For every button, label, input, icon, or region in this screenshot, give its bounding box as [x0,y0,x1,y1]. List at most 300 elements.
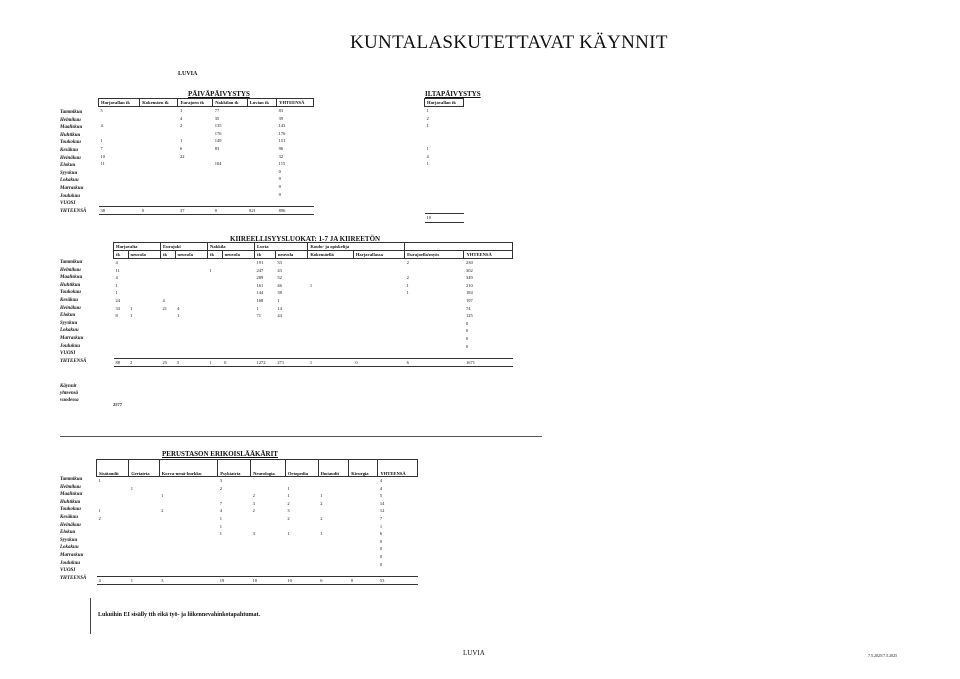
table-cell [285,477,318,485]
column-header: Harjavallan tk [99,99,140,107]
month-label: Elokuu [60,163,76,169]
table-cell [247,107,277,115]
table-cell: 77 [214,108,220,113]
table-cell [128,267,160,275]
table-cell [285,568,318,576]
table-cell [378,568,418,576]
table-cell [213,168,247,176]
table-cell [99,175,140,183]
table-cell: 3 [252,500,255,506]
table-row [97,553,418,561]
table-cell [129,477,160,485]
table-cell [247,160,277,168]
table-cell [353,289,404,297]
table-cell: 125 [465,313,473,319]
table-cell [247,115,277,123]
table-cell [251,515,286,523]
table-row [99,175,314,183]
table-cell [208,297,223,305]
table-cell [129,568,160,576]
table-cell: 43 [277,267,282,273]
table-row [99,137,314,145]
table-cell [208,350,223,358]
table-cell: 247 [256,267,264,273]
table-cell: 6 [179,145,183,151]
table-cell [318,568,349,576]
table-cell [353,327,404,335]
table-row [99,122,314,130]
total-cell: 10 [425,214,464,223]
table-cell [140,160,178,168]
table-cell: 1 [287,531,290,537]
table-cell: 7 [379,515,383,521]
column-header: Nakkilan tk [213,99,247,107]
table-cell [353,259,404,267]
table-cell: 1 [179,138,183,144]
table-cell [161,274,176,282]
month-label: Helmikuu [60,267,81,273]
table-cell [175,289,207,297]
table-cell: 7 [100,145,103,151]
table-cell: 230 [465,260,473,265]
table-cell [318,545,349,553]
erikois-heading: PERUSTASON ERIKOISLÄÄKÄRIT [162,450,278,458]
table-cell [318,538,349,546]
municipality-label: LUVIA [178,71,198,77]
table-cell: 0 [278,183,281,189]
table-row [114,259,513,267]
table-cell [318,561,349,569]
table-cell [129,507,160,515]
table-cell: 74 [465,305,471,311]
table-row [99,130,314,138]
table-cell: 83 [214,145,220,151]
table-row [114,335,513,343]
paiva-table [98,98,314,215]
month-label: YHTEENSÄ [60,208,87,214]
total-cell: 1272 [255,358,276,367]
table-row [425,107,464,115]
table-cell [405,305,464,313]
table-cell [159,523,218,531]
table-cell [251,523,286,531]
footnote: Lukuihin EI sisälly tth eikä työ- ja liikennevahinkotapahtumat. [98,612,261,618]
month-label: Maaliskuu [60,125,83,131]
total-cell: 1 [308,358,354,367]
table-cell [159,500,218,508]
month-label: Heinäkuu [60,522,81,528]
table-cell [178,175,213,183]
table-cell [218,545,251,553]
table-row [97,485,418,493]
table-cell: 0 [379,561,383,567]
table-cell: 349 [465,275,473,281]
table-row [114,312,513,320]
group-header [405,243,513,251]
table-cell: 83 [278,108,284,113]
table-cell [140,191,178,199]
table-cell [425,175,464,183]
table-cell [308,335,354,343]
column-header: neuvola [175,251,207,259]
table-row [97,477,418,485]
table-cell [405,343,464,351]
table-cell [349,538,378,546]
table-cell [175,282,207,290]
table-cell [140,107,178,115]
table-cell: 44 [277,313,282,319]
table-row [99,153,314,161]
total-cell: 6 [318,576,349,585]
table-cell [285,545,318,553]
table-cell [161,312,176,320]
table-row [99,198,314,206]
table-cell: 2 [252,508,255,514]
table-cell: 1 [100,138,103,144]
table-row [114,267,513,275]
table-cell [175,274,207,282]
table-cell [353,305,404,313]
table-cell: 115 [278,161,286,167]
table-cell [128,274,160,282]
table-cell [353,274,404,282]
table-cell [405,350,464,358]
table-cell: 135 [214,123,222,129]
table-cell [285,538,318,546]
table-cell [128,259,160,267]
total-cell: 10 [251,576,286,585]
column-header: Ortopedia [285,460,318,477]
table-cell [222,297,254,305]
table-cell: 151 [278,138,286,144]
table-cell [97,561,129,569]
table-cell [222,305,254,313]
table-cell: 1 [406,290,409,296]
table-cell [218,568,251,576]
table-row [99,160,314,168]
page-title: KUNTALASKUTETTAVAT KÄYNNIT [350,32,668,53]
table-cell [140,153,178,161]
totals-row [99,206,314,215]
table-cell [97,523,129,531]
table-cell [159,515,218,523]
table-cell: 289 [256,275,264,281]
table-cell [99,191,140,199]
table-cell: 3 [287,508,290,514]
table-cell: 39 [278,115,284,121]
section-divider [60,436,542,437]
table-cell: 197 [465,297,473,303]
table-row [99,115,314,123]
table-row [425,122,464,130]
month-label: Heinäkuu [60,155,81,161]
table-cell: 1 [130,313,133,319]
table-cell: 14 [277,305,282,311]
table-cell [213,175,247,183]
table-cell [178,198,213,206]
table-cell [251,568,286,576]
table-cell [222,259,254,267]
table-cell [349,507,378,515]
table-cell [159,485,218,493]
table-cell: 0 [465,328,469,334]
totals-row [97,576,418,585]
table-cell [175,297,207,305]
table-cell [275,350,307,358]
table-cell [128,343,160,351]
table-cell [178,160,213,168]
table-cell [128,350,160,358]
table-cell: 1 [277,297,280,303]
column-header: YHTEENSÄ [464,251,513,259]
table-cell [159,561,218,569]
table-cell [349,553,378,561]
table-cell [247,153,277,161]
total-cell: 53 [378,576,418,585]
table-cell [349,492,378,500]
table-row [425,145,464,153]
table-cell [251,545,286,553]
table-cell: 4 [162,297,165,303]
table-cell: 8 [115,313,118,319]
table-cell [218,553,251,561]
table-cell [208,305,223,313]
table-cell [218,538,251,546]
table-cell [318,507,349,515]
table-cell [247,175,277,183]
table-cell [251,477,286,485]
table-cell [208,282,223,290]
table-cell: 22 [179,153,185,159]
table-cell: 2 [406,275,409,281]
table-cell [425,130,464,138]
kaynnit-value: 2577 [113,402,122,407]
table-cell: 2 [320,515,323,521]
month-label: Syyskuu [60,537,78,543]
table-cell [159,530,218,538]
table-cell [161,350,176,358]
table-cell [208,274,223,282]
table-cell: 4 [177,305,180,311]
month-label: Joulukuu [60,193,81,199]
footer-date: 7.5.2025/7.5.2025 [868,653,898,658]
table-cell [308,312,354,320]
table-cell [275,327,307,335]
total-cell: 37 [178,206,213,215]
table-row [97,545,418,553]
table-cell [353,350,404,358]
table-cell [97,492,129,500]
table-cell: 191 [256,260,264,265]
table-cell [251,561,286,569]
table-cell [97,500,129,508]
table-cell [128,335,160,343]
table-cell: 1 [115,282,118,288]
total-cell: 5 [175,358,207,367]
table-cell: 11 [100,161,105,167]
table-cell [159,545,218,553]
table-cell: 2 [252,493,255,499]
table-row [425,137,464,145]
table-cell [175,343,207,351]
table-cell [97,530,129,538]
paiva-month-list [60,109,86,215]
table-cell [275,320,307,328]
month-label: Tammikuu [60,110,83,115]
table-cell [349,568,378,576]
table-cell: 1 [287,485,290,491]
table-cell: 168 [256,297,264,303]
table-cell: 3 [252,531,255,537]
table-cell [222,267,254,275]
table-cell: 161 [256,282,264,288]
table-cell [208,320,223,328]
column-header: Eurajoella/myös [405,251,464,259]
column-header: neuvola [275,251,307,259]
month-label: Marraskuu [60,335,84,341]
table-cell [222,327,254,335]
table-cell [159,477,218,485]
table-cell [213,191,247,199]
table-row [114,289,513,297]
table-cell [349,485,378,493]
column-header: tk [161,251,176,259]
table-cell [464,350,513,358]
table-cell: 2 [179,123,183,129]
table-cell [247,130,277,138]
table-cell [128,320,160,328]
table-cell [161,335,176,343]
table-cell [129,523,160,531]
table-cell [213,153,247,161]
table-cell: 0 [465,320,469,326]
table-cell [140,168,178,176]
table-row [114,297,513,305]
table-row [114,274,513,282]
table-cell [128,327,160,335]
table-cell [255,320,276,328]
table-cell [247,191,277,199]
table-cell [353,320,404,328]
table-cell: 4 [179,115,183,121]
table-cell [175,327,207,335]
table-cell: 0 [278,191,281,197]
table-row [114,343,513,351]
month-label: YHTEENSÄ [60,358,87,364]
month-label: Lokakuu [60,328,79,334]
table-cell [405,312,464,320]
total-cell: 38 [99,206,140,215]
table-cell [97,485,129,493]
month-label: Tammikuu [60,260,83,265]
kiire-month-list [60,259,86,365]
table-cell [425,198,464,206]
table-cell: 14 [379,500,385,506]
total-cell: 821 [247,206,277,215]
table-cell [222,274,254,282]
month-label: Helmikuu [60,484,81,490]
table-cell [425,168,464,176]
table-cell [129,545,160,553]
table-cell [247,137,277,145]
table-cell: 71 [256,313,262,319]
table-cell [425,137,464,145]
table-cell [318,553,349,561]
table-row [425,130,464,138]
table-row [425,191,464,199]
table-cell: 3 [219,478,222,483]
total-cell: 3 [159,576,218,585]
month-label: Kesäkuu [60,297,79,303]
table-cell: 144 [256,290,264,296]
table-cell [114,343,129,351]
column-header: neuvola [222,251,254,259]
kiire-table [113,242,513,367]
table-cell [308,350,354,358]
table-cell [175,320,207,328]
table-cell [161,259,176,267]
table-cell: 176 [214,130,222,136]
table-row [114,305,513,313]
table-cell: 2 [287,500,290,506]
table-cell: 2 [98,515,101,521]
table-cell [222,343,254,351]
table-cell [251,485,286,493]
table-cell [353,312,404,320]
table-cell [159,553,218,561]
table-cell: 4 [219,508,222,514]
table-cell [353,343,404,351]
table-cell: 143 [278,123,286,129]
table-cell: 2 [161,508,164,514]
month-label: VUOSI [60,201,76,207]
footer-center: LUVIA [463,649,485,657]
table-cell [129,561,160,569]
table-cell [140,175,178,183]
table-cell [308,305,354,313]
table-cell: 0 [278,168,281,174]
table-cell: 24 [115,297,120,303]
table-cell: 2 [426,115,429,121]
column-header: neuvola [128,251,160,259]
table-cell [285,523,318,531]
table-cell [222,335,254,343]
table-cell [208,312,223,320]
table-cell [349,523,378,531]
month-label: Joulukuu [60,560,81,566]
table-cell [161,282,176,290]
month-label: Lokakuu [60,178,79,184]
table-cell: 1 [98,478,101,483]
month-label: Kesäkuu [60,514,79,520]
month-label: Lokakuu [60,545,79,551]
month-label: Toukokuu [60,290,81,296]
table-row [97,530,418,538]
table-cell: 52 [277,275,282,281]
table-row [97,515,418,523]
table-cell [222,350,254,358]
table-cell [425,183,464,191]
table-cell [275,343,307,351]
table-row [99,107,314,115]
ilta-heading: ILTAPÄIVYSTYS [425,90,481,98]
table-cell [161,289,176,297]
month-label: Syyskuu [60,170,78,176]
total-cell: 0 [222,358,254,367]
table-cell: 12 [379,508,385,514]
table-cell [208,289,223,297]
month-label: Marraskuu [60,185,84,191]
